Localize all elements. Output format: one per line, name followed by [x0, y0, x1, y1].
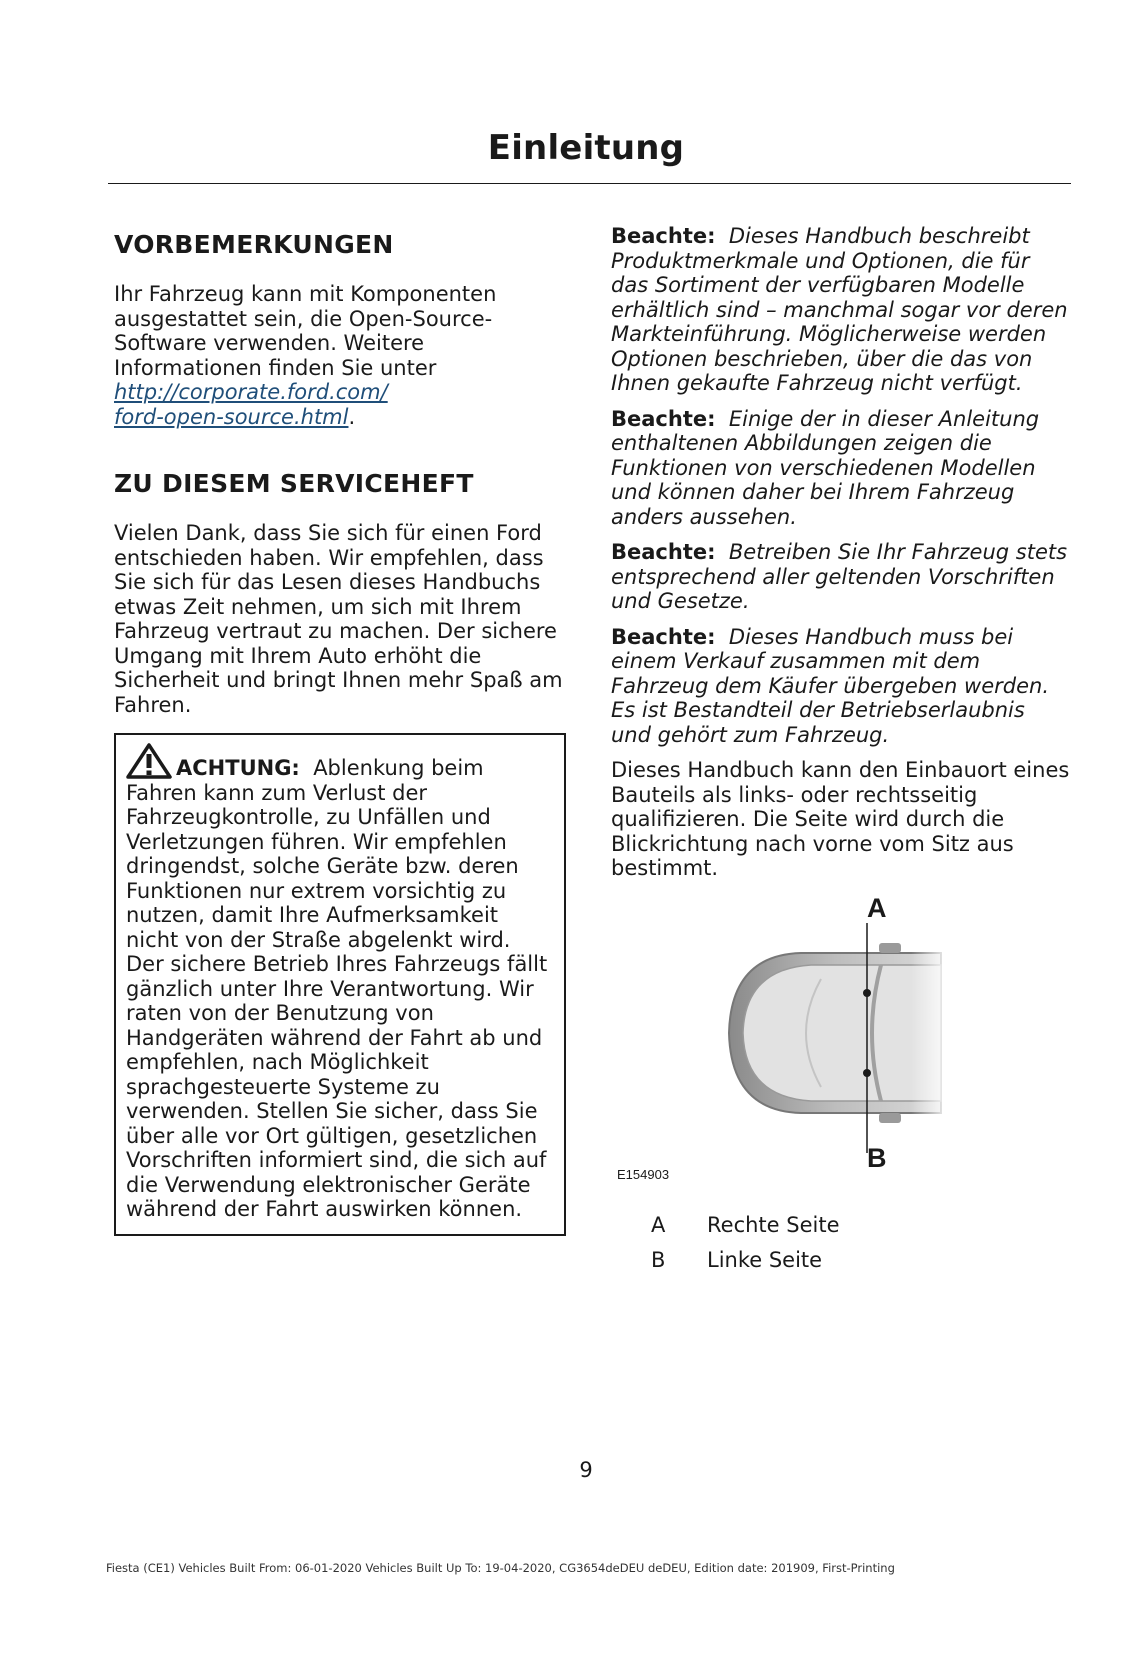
legend-value: Linke Seite: [707, 1247, 823, 1272]
orientation-paragraph: Dieses Handbuch kann den Einbauort eines Bauteils als links- oder rechtsseitig qualifizieren. Die Seite wird durch die Blickrichtung nach vorne vom Sitz aus bestimmt.: [611, 758, 1070, 880]
car-orientation-figure: [611, 893, 1071, 1193]
page-number: 9: [579, 1458, 593, 1482]
note-label: Beachte:: [611, 624, 716, 649]
figure-label-a: A: [867, 892, 887, 923]
note-text: Betreiben Sie Ihr Fahrzeug stets entsprechend aller geltenden Vorschriften und Gesetze.: [611, 540, 1068, 613]
note-text: Dieses Handbuch beschreibt Produktmerkmale und Optionen, die für das Sortiment der verfügbaren Modelle erhältlich sind – manchmal sogar vor deren Markteinführung. Möglicherweise werden Optionen beschrieben, über die das von Ihnen gekaufte Fahrzeug nicht verfügt.: [611, 224, 1068, 395]
legend-row: [611, 1248, 1071, 1272]
right-column: [611, 224, 1071, 1283]
note-text: Dieses Handbuch muss bei einem Verkauf zusammen mit dem Fahrzeug dem Käufer übergeben werden. Es ist Bestandteil der Betriebserlaubnis und gehört zum Fahrzeug.: [611, 624, 1049, 747]
note-label: Beachte:: [611, 406, 716, 431]
figure-legend: [611, 1213, 1071, 1272]
left-column: [114, 224, 570, 1236]
warning-label: ACHTUNG:: [176, 756, 300, 780]
vorbemerkungen-text: Ihr Fahrzeug kann mit Komponenten ausgestattet sein, die Open-Source-Software verwenden. Weitere Informationen finden Sie unter: [114, 282, 497, 380]
note-label: Beachte:: [611, 224, 716, 248]
warning-text: Ablenkung beim Fahren kann zum Verlust der Fahrzeugkontrolle, zu Unfällen und Verletzungen führen. Wir empfehlen dringendst, solche Geräte bzw. deren Funktionen nur extrem vorsichtig zu nutzen, damit Ihre Aufmerksamkeit nicht von der Straße abgelenkt wird. Der sichere Betrieb Ihres Fahrzeugs fällt gänzlich unter Ihre Verantwortung. Wir raten von der Benutzung von Handgeräten während der Fahrt ab und empfehlen, nach Möglichkeit sprachgesteuerte Systeme zu verwenden. Stellen Sie sicher, dass Sie über alle vor Ort gültigen, gesetzlichen Vorschriften informiert sind, die sich auf die Verwendung elektronischer Geräte während der Fahrt auswirken können.: [126, 756, 548, 1221]
legend-row: [611, 1213, 1071, 1237]
open-source-link[interactable]: http://corporate.ford.com/ ford-open-source.html: [114, 380, 388, 429]
note-2: [611, 407, 1071, 530]
section-heading-vorbemerkungen: VORBEMERKUNGEN: [114, 230, 394, 259]
figure-label-b: B: [867, 1142, 887, 1173]
legend-value: Rechte Seite: [707, 1212, 840, 1237]
legend-key: A: [651, 1212, 666, 1237]
section-heading-serviceheft: ZU DIESEM SERVICEHEFT: [114, 469, 474, 498]
note-label: Beachte:: [611, 540, 716, 564]
warning-box: [114, 733, 566, 1236]
note-text: Einige der in dieser Anleitung enthaltenen Abbildungen zeigen die Funktionen von verschiedenen Modellen und können daher bei Ihrem Fahrzeug anders aussehen.: [611, 406, 1040, 529]
vorbemerkungen-paragraph: [114, 282, 570, 429]
title-divider: [108, 183, 1071, 184]
legend-key: B: [651, 1247, 666, 1272]
link-trailing-period: .: [348, 404, 356, 429]
warning-triangle-icon: [126, 743, 172, 779]
page-title: Einleitung: [487, 128, 685, 168]
note-1: [611, 224, 1071, 396]
figure-code: E154903: [617, 1166, 670, 1182]
note-4: [611, 625, 1071, 748]
footer-edition-info: Fiesta (CE1) Vehicles Built From: 06-01-2020 Vehicles Built Up To: 19-04-2020, CG3654deDEU deDEU, Edition date: 201909, First-Printing: [106, 1561, 895, 1575]
note-3: [611, 540, 1071, 614]
car-top-view-illustration: [611, 893, 1071, 1193]
serviceheft-paragraph: Vielen Dank, dass Sie sich für einen Ford entschieden haben. Wir empfehlen, dass Sie sich für das Lesen dieses Handbuchs etwas Zeit nehmen, um sich mit Ihrem Fahrzeug vertraut zu machen. Der sichere Umgang mit Ihrem Auto erhöht die Sicherheit und bringt Ihnen mehr Spaß am Fahren.: [114, 521, 563, 717]
